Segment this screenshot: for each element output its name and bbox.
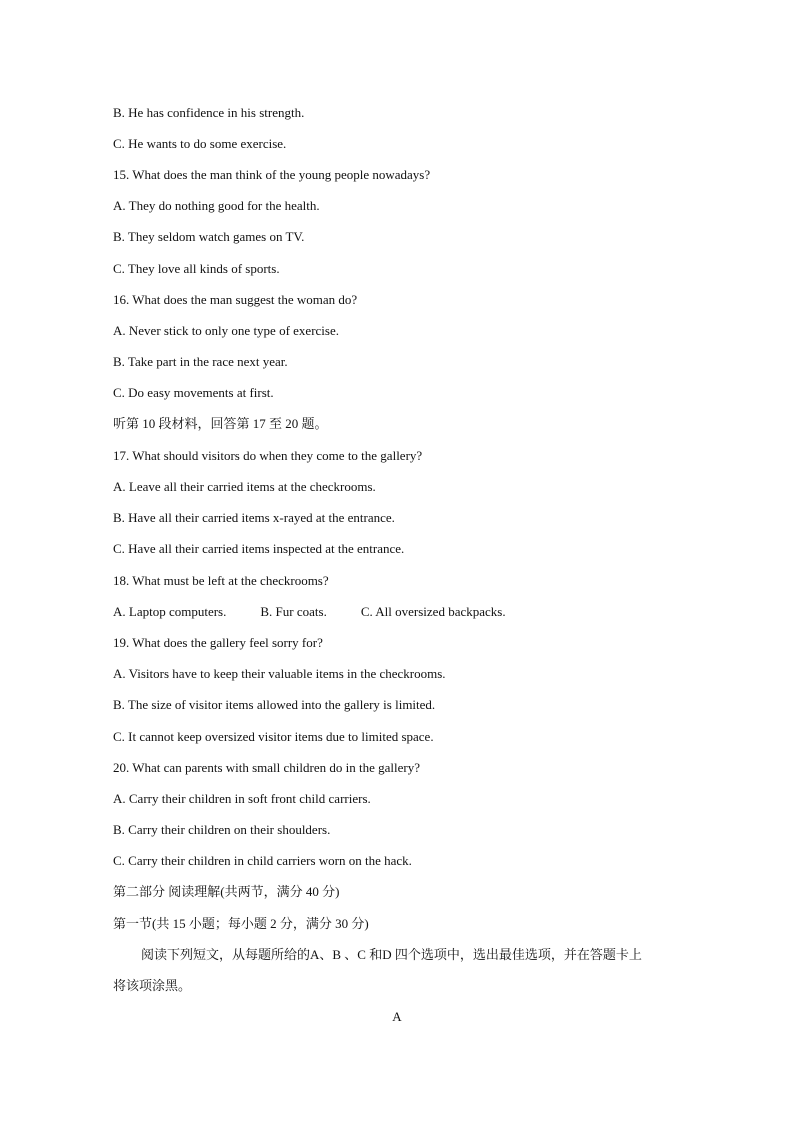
q19-option-a: A. Visitors have to keep their valuable items in the checkrooms. [113, 666, 446, 681]
q17-option-c: C. Have all their carried items inspected at the entrance. [113, 541, 405, 556]
q18-option-b: B. Fur coats. [260, 604, 327, 619]
reading-instruction-cont: 将该项涂黑。 [113, 978, 192, 993]
q16-option-c: C. Do easy movements at first. [113, 385, 274, 400]
q19-option-c: C. It cannot keep oversized visitor items due to limited space. [113, 729, 434, 744]
q18-options [113, 604, 506, 620]
question-16: 16. What does the man suggest the woman do? [113, 292, 358, 307]
question-18: 18. What must be left at the checkrooms? [113, 573, 329, 588]
q17-option-a: A. Leave all their carried items at the checkrooms. [113, 479, 376, 494]
q18-option-c: C. All oversized backpacks. [360, 604, 506, 619]
q20-option-a: A. Carry their children in soft front child carriers. [113, 791, 371, 806]
q14-option-b: B. He has confidence in his strength. [113, 105, 305, 120]
passage-label: A [392, 1009, 402, 1024]
question-20: 20. What can parents with small children do in the gallery? [113, 760, 420, 775]
reading-instruction: 阅读下列短文，从每题所给的A、B 、C 和D 四个选项中，选出最佳选项，并在答题卡上 [141, 947, 642, 962]
q15-option-a: A. They do nothing good for the health. [113, 198, 320, 213]
question-15: 15. What does the man think of the young people nowadays? [113, 167, 431, 182]
question-17: 17. What should visitors do when they come to the gallery? [113, 448, 423, 463]
q20-option-c: C. Carry their children in child carriers worn on the hack. [113, 853, 412, 868]
question-19: 19. What does the gallery feel sorry for? [113, 635, 323, 650]
q20-option-b: B. Carry their children on their shoulders. [113, 822, 331, 837]
section-one-heading: 第一节(共 15 小题；每小题 2 分，满分 30 分) [113, 916, 369, 931]
q14-option-c: C. He wants to do some exercise. [113, 136, 287, 151]
q16-option-b: B. Take part in the race next year. [113, 354, 288, 369]
q19-option-b: B. The size of visitor items allowed into the gallery is limited. [113, 697, 436, 712]
part-two-heading: 第二部分 阅读理解(共两节，满分 40 分) [113, 884, 340, 899]
q15-option-b: B. They seldom watch games on TV. [113, 229, 305, 244]
section-instruction: 听第 10 段材料，回答第 17 至 20 题。 [113, 416, 328, 431]
q18-option-a: A. Laptop computers. [113, 604, 227, 619]
q17-option-b: B. Have all their carried items x-rayed at the entrance. [113, 510, 395, 525]
q15-option-c: C. They love all kinds of sports. [113, 261, 280, 276]
q16-option-a: A. Never stick to only one type of exercise. [113, 323, 339, 338]
